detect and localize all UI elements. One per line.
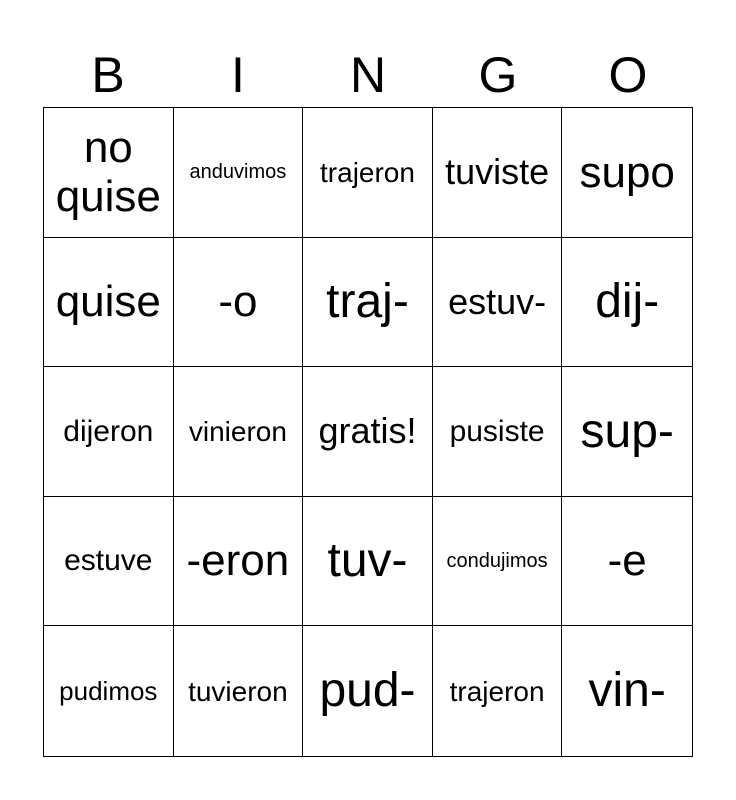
header-letter-o: O xyxy=(608,47,648,103)
bingo-cell[interactable]: tuv- xyxy=(303,497,433,627)
header-letter-b: B xyxy=(91,47,125,103)
bingo-cell[interactable]: pudimos xyxy=(44,626,174,756)
bingo-cell[interactable]: quise xyxy=(44,238,174,368)
bingo-cell[interactable]: -e xyxy=(562,497,692,627)
bingo-cell[interactable]: supo xyxy=(562,108,692,238)
bingo-cell[interactable]: dij- xyxy=(562,238,692,368)
bingo-cell[interactable]: vinieron xyxy=(174,367,304,497)
header-letter-i: I xyxy=(231,47,245,103)
bingo-cell[interactable]: traj- xyxy=(303,238,433,368)
header-letter-g: G xyxy=(478,47,518,103)
bingo-cell[interactable]: dijeron xyxy=(44,367,174,497)
bingo-header xyxy=(43,42,693,108)
bingo-cell[interactable]: anduvimos xyxy=(174,108,304,238)
bingo-board xyxy=(43,107,693,757)
bingo-cell[interactable]: tuvieron xyxy=(174,626,304,756)
bingo-cell[interactable]: vin- xyxy=(588,664,666,718)
bingo-cell[interactable]: estuv- xyxy=(433,238,563,368)
bingo-cell[interactable]: -o xyxy=(174,238,304,368)
bingo-cell[interactable]: no quise xyxy=(44,108,174,238)
bingo-cell[interactable]: pusiste xyxy=(433,367,563,497)
bingo-cell[interactable]: estuve xyxy=(44,497,174,627)
bingo-cell[interactable]: trajeron xyxy=(433,626,563,756)
bingo-cell[interactable]: tuviste xyxy=(433,108,563,238)
free-space-cell[interactable]: gratis! xyxy=(303,367,433,497)
header-letter-n: N xyxy=(349,47,387,103)
bingo-cell[interactable]: trajeron xyxy=(303,108,433,238)
bingo-cell[interactable]: sup- xyxy=(562,367,692,497)
bingo-cell[interactable]: condujimos xyxy=(433,497,563,627)
bingo-cell[interactable]: -eron xyxy=(174,497,304,627)
bingo-cell[interactable]: pud- xyxy=(303,626,433,756)
